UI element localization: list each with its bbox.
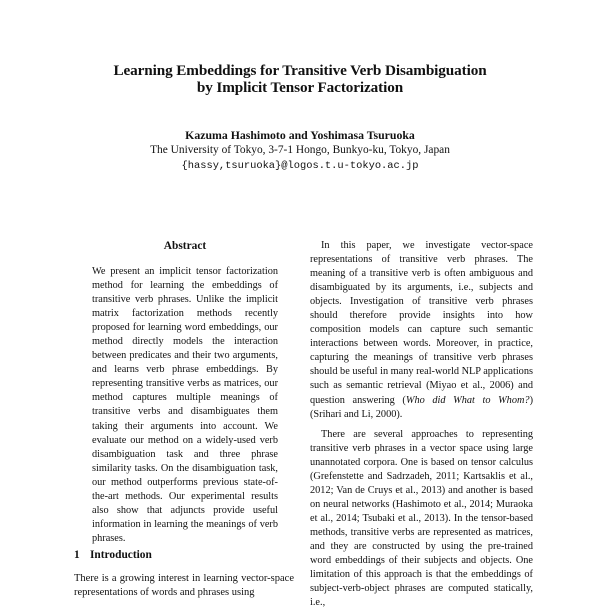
title-line-2: by Implicit Tensor Factorization [196, 79, 404, 96]
para1-text-a: In this paper, we investigate vector-space representations of transitive verb phrases. The meaning of a transitive verb is often ambiguous and disambiguated by its arguments, i.e., subjects and objects. Investigation of transitive verb phrases should therefore provide insights into how composition models can capture such semantic interactions between words. Moreover, in practice, capturing the meanings of transitive verb phrases should be useful in many real-world NLP applications such as semantic retrieval (Miyao et al., 2006) and question answering ( [310, 240, 533, 406]
para1-italic-question: Who did What to Whom? [405, 394, 530, 406]
para1-text-b: ) (Srihari and Li, 2000). [310, 394, 533, 420]
right-column [310, 239, 533, 610]
paper-title [60, 62, 540, 96]
introduction-left-column [74, 572, 294, 601]
abstract-heading: Abstract [163, 240, 207, 252]
abstract-text: We present an implicit tensor factorization method for learning the embeddings of transitive verb phrases. Unlike the implicit matrix factorization methods recently proposed for learning word embeddings, our method directly models the interaction between predicates and their two arguments, and learns verb phrase embeddings. By representing transitive verbs as matrices, our method captures multiple meanings of transitive verbs and disambiguates them taking their arguments into account. We evaluate our method on a widely-used verb disambiguation task and three phrase similarity tasks. On the disambiguation task, our method outperforms previous state-of-the-art methods. Our experimental results also show that adjuncts provide useful information in learning the meanings of verb phrases. [92, 266, 278, 544]
section-heading-introduction [74, 548, 294, 562]
author-email: {hassy,tsuruoka}@logos.t.u-tokyo.ac.jp [181, 160, 419, 172]
section-number: 1 [74, 549, 80, 561]
section-title: Introduction [90, 549, 152, 561]
author-names: Kazuma Hashimoto and Yoshimasa Tsuruoka [185, 128, 415, 142]
author-affiliation: The University of Tokyo, 3-7-1 Hongo, Bunkyo-ku, Tokyo, Japan [150, 144, 450, 156]
abstract-body [92, 265, 278, 546]
intro-paragraph-1 [310, 239, 533, 422]
title-line-1: Learning Embeddings for Transitive Verb Disambiguation [113, 62, 487, 79]
intro-paragraph-2: There are several approaches to representing transitive verb phrases in a vector space using large unannotated corpora. One is based on tensor calculus (Grefenstette and Sadrzadeh, 2011; Kartsaklis et al., 2012; Van de Cruys et al., 2013) and another is based on neural networks (Hashimoto et al., 2014; Muraoka et al., 2014; Tsubaki et al., 2013). In the tensor-based methods, transitive verbs are represented as matrices, and they are constructed by using the pre-trained word embeddings of their subjects and objects. One limitation of this approach is that the embeddings of subject-verb-object phrases are computed statically, i.e., [310, 428, 533, 609]
intro-paragraph-start: There is a growing interest in learning vector-space representations of words and phrases using [74, 573, 294, 599]
